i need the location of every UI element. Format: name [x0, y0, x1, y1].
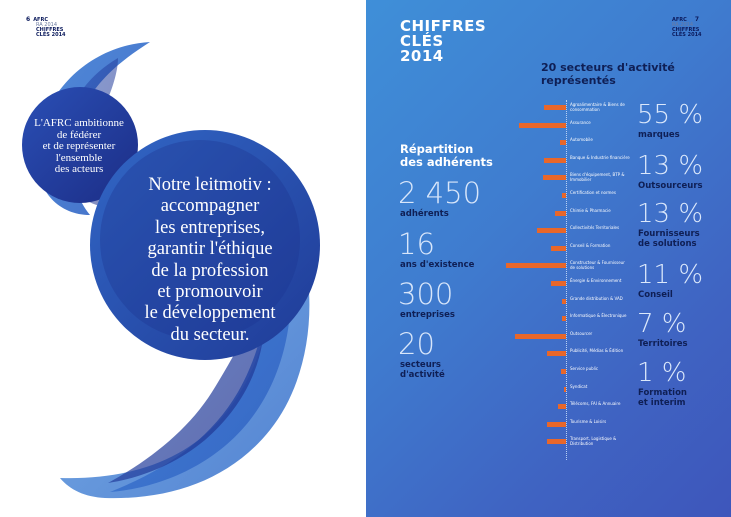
- ambition-line: l'ensemble: [55, 151, 103, 164]
- page-title: [400, 19, 486, 64]
- ambition-line: des acteurs: [54, 163, 104, 176]
- section-label: CHIFFRES: [672, 27, 700, 33]
- pct-suppliers-value: 13 %: [637, 199, 704, 229]
- pct-training-value: 1 %: [637, 358, 687, 388]
- stat-years-value: 16: [398, 227, 435, 261]
- page-number: 6: [26, 16, 31, 23]
- sector-bar: [562, 193, 566, 198]
- chart-axis: [566, 100, 567, 460]
- page-title-line: CHIFFRES: [400, 17, 487, 35]
- ambition-line: et de représenter: [42, 140, 116, 153]
- sector-label: Télécoms, FAI & Annuaire: [570, 401, 621, 407]
- sector-bar: [544, 158, 566, 163]
- sector-label: Chimie & Pharmacie: [570, 207, 611, 213]
- sector-bar: [555, 211, 566, 216]
- sector-label: Constructeur & Fournisseur de solutions: [570, 260, 625, 270]
- sector-label: Publicité, Médias & Édition: [570, 348, 624, 354]
- sector-label: Collectivités Territoriales: [570, 225, 620, 231]
- sector-bar: [506, 263, 566, 268]
- stat-years-label: ans d'existence: [400, 260, 475, 270]
- sector-bar: [544, 105, 566, 110]
- pct-outsourcers-value: 13 %: [637, 151, 704, 181]
- sector-bar: [562, 316, 566, 321]
- pct-brands-value: 55 %: [637, 100, 704, 130]
- section-label-year: CLÉS 2014: [36, 32, 66, 38]
- sector-bar: [558, 404, 566, 409]
- stat-sectors-label: d'activité: [400, 370, 445, 380]
- leitmotiv-line: accompagner: [160, 196, 260, 217]
- stat-members-label: adhérents: [400, 209, 449, 219]
- leitmotiv-line: de la profession: [151, 260, 269, 281]
- sector-bar: [543, 175, 566, 180]
- stat-sectors-label: secteurs: [400, 360, 441, 370]
- sector-label: Automobile: [570, 137, 593, 143]
- repartition-title: [400, 143, 493, 169]
- pct-suppliers-label: de solutions: [638, 239, 697, 249]
- report-subtitle: RA 2014: [672, 22, 694, 28]
- sector-label: Service public: [570, 366, 599, 371]
- sector-label: Assurance: [570, 119, 591, 125]
- page-title-line: 2014: [400, 47, 444, 65]
- stat-companies-label: entreprises: [400, 310, 455, 320]
- sector-bar: [547, 351, 566, 356]
- leitmotiv-line: et promouvoir: [157, 282, 263, 303]
- stat-companies-value: 300: [398, 277, 454, 311]
- sector-label: Grande distribution & VAD: [570, 295, 623, 301]
- leitmotiv-line: les entreprises,: [155, 217, 265, 238]
- sector-label: Transport, Logistique & Distribution: [570, 436, 617, 446]
- sector-bar: [561, 369, 566, 374]
- sector-bar: [562, 299, 566, 304]
- pct-consulting-label: Conseil: [638, 290, 673, 300]
- sector-label: Conseil & Formation: [570, 242, 611, 248]
- sector-label: Biens d'équipement, BTP & Immobilier: [570, 172, 625, 182]
- leitmotiv-line: le développement: [144, 303, 276, 324]
- sector-bar: [519, 123, 566, 128]
- sector-label: Certification et normes: [570, 190, 616, 195]
- sectors-title-line: 20 secteurs d'activité: [541, 61, 675, 74]
- leitmotiv-line: Notre leitmotiv :: [148, 175, 272, 195]
- pct-suppliers-label: Fournisseurs: [638, 229, 700, 239]
- repartition-title-line: Répartition: [400, 142, 474, 156]
- sector-bar: [547, 422, 566, 427]
- brand-label: AFRC: [33, 17, 48, 23]
- ambition-line: de fédérer: [56, 128, 102, 141]
- sector-label: Banque & Industrie financière: [570, 154, 630, 160]
- sector-label: Tourisme & Loisirs: [570, 418, 607, 424]
- pct-territories-label: Territoires: [638, 339, 688, 349]
- brand-label: AFRC: [672, 17, 687, 23]
- pct-consulting-value: 11 %: [637, 260, 704, 290]
- leitmotiv-line: garantir l'éthique: [147, 239, 273, 260]
- stat-sectors-value: 20: [398, 327, 435, 361]
- leitmotiv-quote: [112, 175, 308, 346]
- sector-bar: [515, 334, 566, 339]
- sector-bar: [551, 281, 566, 286]
- sector-bar: [560, 140, 566, 145]
- right-page-header: [672, 17, 702, 38]
- sector-bar: [547, 439, 566, 444]
- page-number: 7: [694, 16, 699, 23]
- pct-outsourcers-label: Outsourceurs: [638, 181, 703, 191]
- pct-territories-value: 7 %: [637, 309, 687, 339]
- pct-training-label: et interim: [638, 398, 686, 408]
- sector-bar: [537, 228, 566, 233]
- repartition-title-line: des adhérents: [400, 155, 493, 169]
- sector-label: Outsourcer: [570, 330, 593, 336]
- pct-brands-label: marques: [638, 130, 680, 140]
- sector-bar: [564, 387, 566, 392]
- page-title-line: CLÉS: [400, 32, 444, 50]
- report-subtitle: RA 2014: [36, 22, 58, 28]
- ambition-quote: [30, 118, 128, 176]
- sectors-title-line: représentés: [541, 74, 616, 87]
- sectors-title: [541, 61, 706, 87]
- sector-bar: [551, 246, 566, 251]
- section-label-year: CLÉS 2014: [672, 32, 702, 38]
- ambition-line: L'AFRC ambitionne: [34, 117, 124, 129]
- leitmotiv-line: du secteur.: [170, 324, 250, 345]
- stat-members-value: 2 450: [398, 176, 482, 210]
- section-label: CHIFFRES: [36, 27, 64, 33]
- pct-training-label: Formation: [638, 388, 687, 398]
- left-page-header: [26, 17, 66, 38]
- sector-label: Énergie & Environnement: [570, 278, 622, 283]
- sector-label: Syndicat: [570, 383, 588, 389]
- sector-label: Agroalimentaire & Biens de consommation: [570, 102, 625, 112]
- sector-label: Informatique & Électronique: [570, 313, 627, 319]
